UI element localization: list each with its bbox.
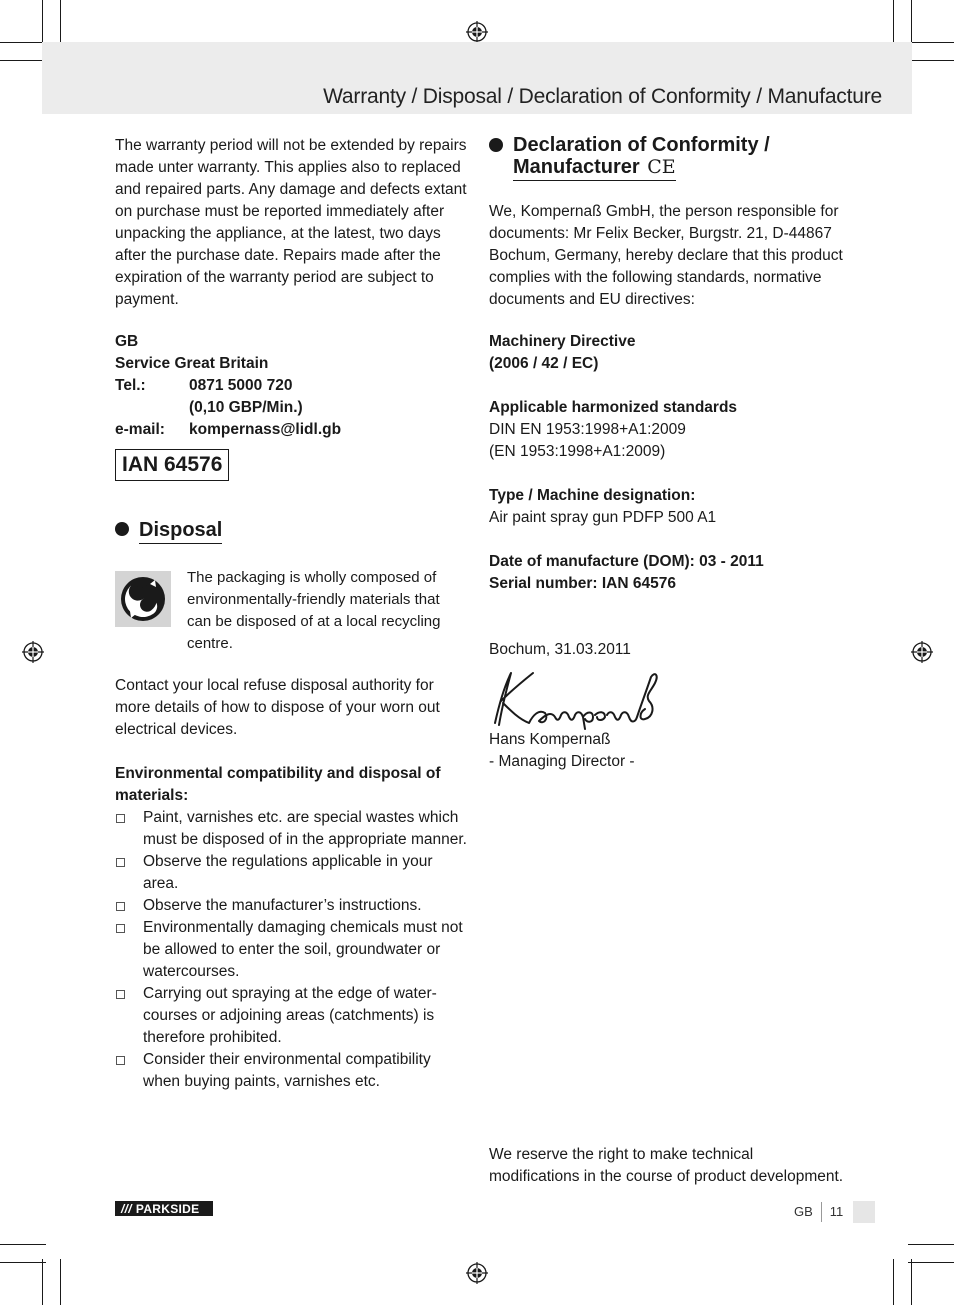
packaging-text: The packaging is wholly composed of environmentally-friendly materials that can be disposed of at a local recycling centre. [187, 569, 441, 652]
tel-rate: (0,10 GBP/Min.) [189, 399, 303, 416]
declaration-intro: We, Kompernaß GmbH, the person responsible for documents: Mr Felix Becker, Burgstr. 21, D-44867 Bochum, Germany, hereby declare that this product complies with the following standards, normative documents and EU directives: [489, 203, 843, 308]
checkbox-square-icon [116, 1056, 125, 1065]
service-email-row [115, 419, 467, 441]
divider [821, 1202, 822, 1222]
registration-mark-icon [22, 641, 44, 663]
page-tab [853, 1201, 875, 1223]
dom-line: Date of manufacture (DOM): 03 - 2011 [489, 553, 764, 570]
crop-mark [0, 42, 46, 43]
standards-value-1: DIN EN 1953:1998+A1:2009 [489, 421, 686, 438]
type-value: Air paint spray gun PDFP 500 A1 [489, 509, 717, 526]
page-title: Warranty / Disposal / Declaration of Conformity / Manufacture [323, 85, 882, 108]
conformity-heading [489, 134, 844, 181]
list-item: Consider their environmental compatibility when buying paints, varnishes etc. [115, 1049, 467, 1093]
conformity-title-line1: Declaration of Conformity / [513, 134, 770, 156]
checkbox-square-icon [116, 858, 125, 867]
recycling-green-dot-icon [115, 571, 171, 627]
language-code: GB [794, 1204, 813, 1219]
crop-mark [908, 60, 954, 61]
crop-mark [60, 1259, 61, 1305]
signer-name: Hans Kompernaß [489, 731, 611, 748]
crop-mark [893, 0, 894, 46]
serial-line: Serial number: IAN 64576 [489, 575, 676, 592]
ce-mark-icon: CE [647, 156, 676, 178]
checkbox-square-icon [116, 924, 125, 933]
checkbox-square-icon [116, 990, 125, 999]
email-value: kompernass@lidl.gb [189, 421, 342, 438]
bullet-dot-icon [489, 138, 503, 152]
tel-label: Tel.: [115, 377, 146, 394]
crop-mark [908, 1244, 954, 1245]
crop-mark [911, 1259, 912, 1305]
machinery-label: Machinery Directive [489, 333, 636, 350]
env-heading: Environmental compatibility and disposal of materials: [115, 765, 441, 804]
brand-name: PARKSIDE [135, 1201, 200, 1216]
warranty-text: The warranty period will not be extended by repairs made unter warranty. This applies also to replaced and repaired parts. Any damage and defects extant on purchase must be reported immediately after unpacking the appliance, at the latest, two days after the purchase date. Repairs made after the expiration of the warranty period are subject to payment. [115, 137, 467, 308]
crop-mark [42, 0, 43, 46]
page-footer [794, 1201, 875, 1223]
ian-badge: IAN 64576 [115, 449, 229, 481]
email-label: e-mail: [115, 421, 165, 438]
service-rate-row [115, 397, 467, 419]
checkbox-square-icon [116, 814, 125, 823]
list-item: Paint, varnishes etc. are special wastes which must be disposed of in the appropriate manner. [115, 807, 467, 851]
reserve-text: We reserve the right to make technical modifications in the course of product development. [489, 1146, 844, 1185]
standards-value-2: (EN 1953:1998+A1:2009) [489, 443, 666, 460]
registration-mark-icon [466, 21, 488, 43]
registration-mark-icon [911, 641, 933, 663]
conformity-title-line2: Manufacturer CE [513, 156, 676, 181]
right-column [489, 135, 844, 773]
crop-mark [60, 0, 61, 46]
crop-mark [0, 1262, 46, 1263]
left-column [115, 135, 467, 1093]
service-block [115, 331, 467, 441]
registration-mark-icon [466, 1262, 488, 1284]
machinery-value: (2006 / 42 / EC) [489, 355, 599, 372]
type-label: Type / Machine designation: [489, 487, 696, 504]
list-item: Carrying out spraying at the edge of water-courses or adjoining areas (catchments) is therefore prohibited. [115, 983, 467, 1049]
service-country: GB [115, 333, 139, 350]
parkside-logo [115, 1201, 213, 1216]
disposal-list [115, 807, 467, 1093]
list-item: Environmentally damaging chemicals must not be allowed to enter the soil, groundwater or watercourses. [115, 917, 467, 983]
logo-slashes-icon: /// [121, 1201, 132, 1216]
list-item: Observe the regulations applicable in your area. [115, 851, 467, 895]
signer-title: - Managing Director - [489, 753, 635, 770]
place-date: Bochum, 31.03.2011 [489, 641, 631, 658]
crop-mark [0, 60, 46, 61]
standards-label: Applicable harmonized standards [489, 399, 738, 416]
tel-value: 0871 5000 720 [189, 377, 293, 394]
crop-mark [911, 0, 912, 46]
checkbox-square-icon [116, 902, 125, 911]
page-number: 11 [829, 1204, 844, 1219]
disposal-heading [115, 519, 467, 544]
crop-mark [0, 1244, 46, 1245]
crop-mark [908, 1262, 954, 1263]
service-tel-row [115, 375, 467, 397]
list-item: Observe the manufacturer’s instructions. [115, 895, 467, 917]
contact-text: Contact your local refuse disposal authority for more details of how to dispose of your worn out electrical devices. [115, 677, 440, 738]
crop-mark [908, 42, 954, 43]
bullet-dot-icon [115, 522, 129, 536]
crop-mark [893, 1259, 894, 1305]
disposal-title: Disposal [139, 519, 222, 544]
service-name: Service Great Britain [115, 355, 269, 372]
crop-mark [42, 1259, 43, 1305]
packaging-row [115, 567, 467, 655]
